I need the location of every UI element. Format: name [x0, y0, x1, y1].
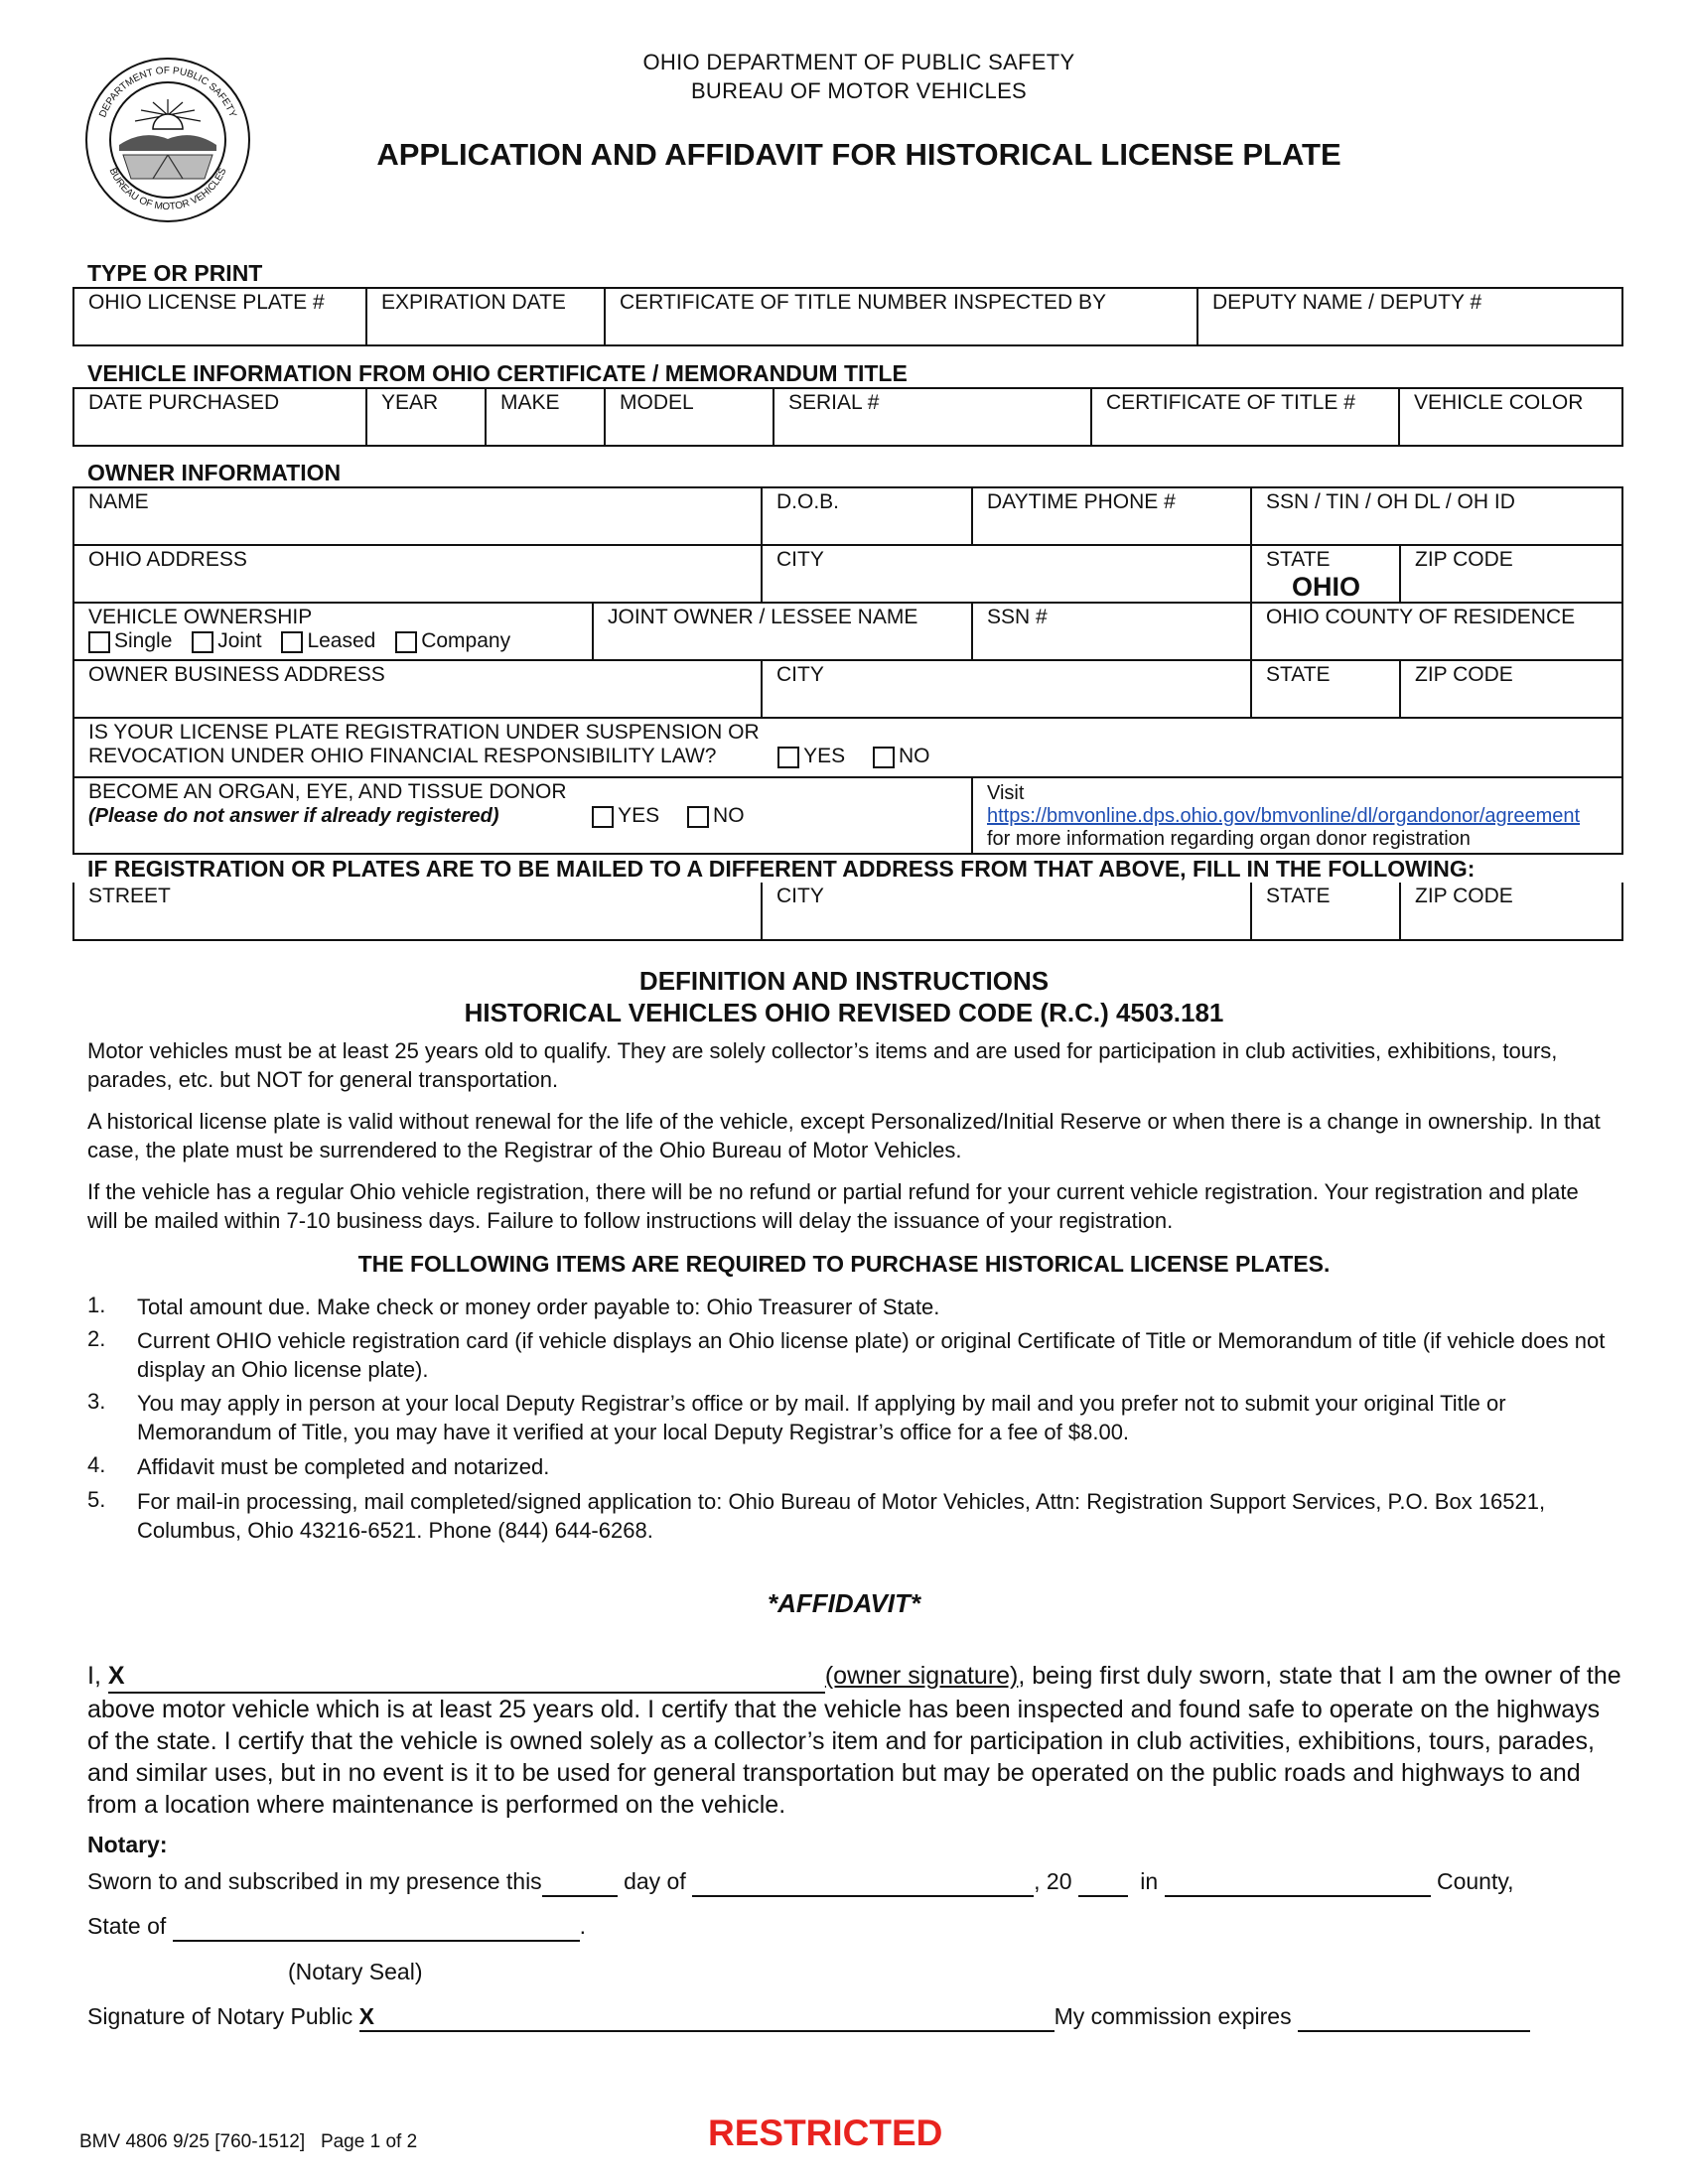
item-3-text: You may apply in person at your local Deputy Registrar’s office or by mail. If applying by mail and you prefer not to submit your original Title or Memorandum of Title, you may have it verified at your local Deputy Registrar’s office for a fee of $8.00. — [137, 1391, 1506, 1444]
suspension-question-line1: IS YOUR LICENSE PLATE REGISTRATION UNDER SUSPENSION OR — [88, 721, 760, 744]
dob-field[interactable]: D.O.B. — [762, 487, 972, 545]
model-field[interactable]: MODEL — [605, 388, 774, 446]
business-address-field[interactable]: OWNER BUSINESS ADDRESS — [73, 660, 762, 718]
donor-more-text: for more information regarding organ donor registration — [987, 828, 1471, 850]
suspension-yes-label: YES — [803, 745, 846, 767]
date-purchased-field[interactable]: DATE PURCHASED — [73, 388, 366, 446]
notary-signature-line — [87, 2003, 1530, 2032]
state-field: STATE OHIO — [1251, 545, 1400, 603]
year-prefix: , 20 — [1034, 1868, 1072, 1894]
mail-address-heading: IF REGISTRATION OR PLATES ARE TO BE MAILED TO A DIFFERENT ADDRESS FROM THAT ABOVE, FILL IN THE FOLLOWING: — [87, 856, 1476, 882]
organ-donor-link[interactable]: https://bmvonline.dps.ohio.gov/bmvonline/dl/organdonor/agreement — [987, 805, 1581, 827]
mail-state-field[interactable]: STATE — [1251, 883, 1400, 940]
form-id: BMV 4806 9/25 [760-1512] Page 1 of 2 — [79, 2131, 418, 2152]
item-3-number: 3. — [87, 1389, 106, 1414]
serial-field[interactable]: SERIAL # — [774, 388, 1091, 446]
business-zip-field[interactable]: ZIP CODE — [1400, 660, 1622, 718]
single-label: Single — [114, 629, 173, 652]
joint-label: Joint — [217, 629, 262, 652]
organ-donor-row — [73, 777, 972, 854]
item-5-number: 5. — [87, 1487, 106, 1512]
leased-checkbox[interactable] — [281, 631, 303, 653]
ssn-id-field[interactable]: SSN / TIN / OH DL / OH ID — [1251, 487, 1622, 545]
donor-yes-label: YES — [618, 804, 660, 827]
organ-donor-note: (Please do not answer if already registered) — [88, 805, 499, 827]
zip-field[interactable]: ZIP CODE — [1400, 545, 1622, 603]
suspension-question-line2: REVOCATION UNDER OHIO FINANCIAL RESPONSIBILITY LAW? — [88, 745, 717, 767]
in-text: in — [1140, 1868, 1159, 1894]
agency-line-1: OHIO DEPARTMENT OF PUBLIC SAFETY — [642, 50, 1075, 74]
owner-info-heading: OWNER INFORMATION — [87, 460, 342, 485]
mail-address-table — [72, 883, 1623, 941]
mail-city-field[interactable]: CITY — [762, 883, 1251, 940]
title-inspected-by-field[interactable]: CERTIFICATE OF TITLE NUMBER INSPECTED BY — [605, 288, 1197, 345]
state-of-text: State of — [87, 1913, 167, 1939]
notary-state-line — [87, 1913, 586, 1942]
year-field[interactable] — [1078, 1868, 1128, 1897]
definition-paragraph-1: Motor vehicles must be at least 25 years old to qualify. They are solely collector’s items and are used for participation in club activities, exhibitions, tours, parades, etc. but NOT for general transportation. — [87, 1038, 1558, 1092]
item-1-text: Total amount due. Make check or money order payable to: Ohio Treasurer of State. — [137, 1295, 940, 1319]
svg-text:BUREAU OF MOTOR VEHICLES: BUREAU OF MOTOR VEHICLES — [106, 166, 229, 213]
item-4-text: Affidavit must be completed and notarized. — [137, 1454, 550, 1479]
item-2-text: Current OHIO vehicle registration card (if vehicle displays an Ohio license plate) or original Certificate of Title or Memorandum of title (if vehicle does not display an Ohio license plate). — [137, 1328, 1606, 1382]
notary-signature-x: X — [358, 2003, 374, 2029]
commission-expires-label: My commission expires — [1054, 2003, 1292, 2029]
definitions-heading: DEFINITION AND INSTRUCTIONS — [638, 966, 1050, 996]
definition-paragraph-3: If the vehicle has a regular Ohio vehicle registration, there will be no refund or partial refund for your current vehicle registration. Your registration and plate will be mailed within 7-10 business days. Failure to follow instructions will delay the issuance of your registration. — [87, 1179, 1579, 1233]
state-of-field[interactable] — [173, 1913, 580, 1942]
single-checkbox[interactable] — [88, 631, 110, 653]
state-value: OHIO — [1292, 572, 1361, 602]
vehicle-ownership-label: VEHICLE OWNERSHIP — [88, 606, 313, 628]
notary-signature-field[interactable] — [359, 2003, 1055, 2032]
restricted-stamp: RESTRICTED — [708, 2113, 943, 2153]
revised-code-heading: HISTORICAL VEHICLES OHIO REVISED CODE (R.C.) 4503.181 — [464, 998, 1224, 1027]
required-items-heading: THE FOLLOWING ITEMS ARE REQUIRED TO PURCHASE HISTORICAL LICENSE PLATES. — [357, 1251, 1331, 1277]
mail-zip-field[interactable]: ZIP CODE — [1400, 883, 1622, 940]
ssn-field[interactable]: SSN # — [972, 603, 1251, 660]
definition-paragraph-2: A historical license plate is valid without renewal for the life of the vehicle, except Personalized/Initial Reserve or when there is a change in ownership. In that case, the plate must be surrendered to the Registrar of the Ohio Bureau of Motor Vehicles. — [87, 1109, 1601, 1162]
company-label: Company — [421, 629, 511, 652]
joint-owner-field[interactable]: JOINT OWNER / LESSEE NAME — [593, 603, 972, 660]
vehicle-color-field[interactable]: VEHICLE COLOR — [1399, 388, 1622, 446]
suspension-yes-checkbox[interactable] — [777, 747, 799, 768]
day-of-text: day of — [624, 1868, 686, 1894]
suspension-question-row — [73, 718, 1622, 777]
county-text: County, — [1436, 1868, 1514, 1894]
item-5-text: For mail-in processing, mail completed/signed application to: Ohio Bureau of Motor Vehicles, Attn: Registration Support Services, P.O. Box 16521, Columbus, Ohio 43216-6521. Phone (844) 644-6268. — [137, 1489, 1546, 1543]
svg-text:DEPARTMENT OF PUBLIC SAFETY: DEPARTMENT OF PUBLIC SAFETY — [97, 65, 238, 120]
county-name-field[interactable] — [1165, 1868, 1431, 1897]
month-field[interactable] — [692, 1868, 1034, 1897]
city-field[interactable]: CITY — [762, 545, 1251, 603]
vehicle-ownership-field — [73, 603, 593, 660]
type-or-print-label: TYPE OR PRINT — [87, 260, 263, 286]
make-field[interactable]: MAKE — [486, 388, 605, 446]
company-checkbox[interactable] — [395, 631, 417, 653]
owner-signature-label: (owner signature) — [824, 1662, 1019, 1690]
business-state-field[interactable]: STATE — [1251, 660, 1400, 718]
item-4-number: 4. — [87, 1452, 106, 1477]
donor-visit-text: Visit — [987, 782, 1025, 804]
commission-expires-field[interactable] — [1298, 2003, 1530, 2032]
donor-no-checkbox[interactable] — [687, 806, 709, 828]
vehicle-info-heading: VEHICLE INFORMATION FROM OHIO CERTIFICATE / MEMORANDUM TITLE — [87, 360, 908, 386]
donor-yes-checkbox[interactable] — [592, 806, 614, 828]
form-title: APPLICATION AND AFFIDAVIT FOR HISTORICAL LICENSE PLATE — [376, 137, 1341, 172]
mail-street-field[interactable]: STREET — [73, 883, 762, 940]
owner-table — [72, 486, 1623, 855]
item-2-number: 2. — [87, 1326, 106, 1351]
suspension-no-checkbox[interactable] — [873, 747, 895, 768]
joint-checkbox[interactable] — [192, 631, 213, 653]
owner-name-field[interactable]: NAME — [73, 487, 762, 545]
ohio-address-field[interactable]: OHIO ADDRESS — [73, 545, 762, 603]
deputy-field[interactable]: DEPUTY NAME / DEPUTY # — [1197, 288, 1622, 345]
title-number-field[interactable]: CERTIFICATE OF TITLE # — [1091, 388, 1399, 446]
daytime-phone-field[interactable]: DAYTIME PHONE # — [972, 487, 1251, 545]
owner-signature-line[interactable] — [108, 1660, 825, 1694]
organ-donor-question: BECOME AN ORGAN, EYE, AND TISSUE DONOR — [88, 780, 567, 803]
business-city-field[interactable]: CITY — [762, 660, 1251, 718]
state-period: . — [579, 1913, 587, 1939]
owner-signature-x: X — [107, 1662, 125, 1690]
donor-no-label: NO — [713, 804, 745, 827]
notary-seal: (Notary Seal) — [288, 1959, 423, 1984]
notary-label: Notary: — [87, 1832, 168, 1857]
expiration-date-field[interactable]: EXPIRATION DATE — [366, 288, 605, 345]
affidavit-heading: *AFFIDAVIT* — [767, 1588, 921, 1618]
county-field[interactable]: OHIO COUNTY OF RESIDENCE — [1251, 603, 1622, 660]
suspension-no-label: NO — [899, 745, 930, 767]
plate-number-field[interactable]: OHIO LICENSE PLATE # — [73, 288, 366, 345]
affidavit-body: , being first duly sworn, state that I am the owner of the above motor vehicle which is at least 25 years old. I certify that the vehicle has been inspected and found safe to operate on the highways of the state. I certify that the vehicle is owned solely as a collector’s item and for participation in club activities, exhibitions, tours, parades, and similar uses, but in no event is it to be used for general transportation but may be operated on the public roads and highways to and from a location where maintenance is performed on the vehicle. — [87, 1662, 1621, 1819]
affidavit-i: I, — [87, 1662, 108, 1690]
sworn-text: Sworn to and subscribed in my presence this — [87, 1868, 542, 1894]
year-field[interactable]: YEAR — [366, 388, 486, 446]
notary-sworn-line — [87, 1868, 1514, 1897]
organ-donor-info — [972, 777, 1622, 854]
leased-label: Leased — [307, 629, 376, 652]
agency-line-2: BUREAU OF MOTOR VEHICLES — [690, 78, 1028, 103]
registration-table — [72, 287, 1623, 346]
item-1-number: 1. — [87, 1293, 106, 1317]
affidavit-text — [87, 1660, 1621, 1821]
vehicle-table — [72, 387, 1623, 447]
day-number-field[interactable] — [542, 1868, 618, 1897]
notary-signature-label: Signature of Notary Public — [87, 2003, 353, 2029]
